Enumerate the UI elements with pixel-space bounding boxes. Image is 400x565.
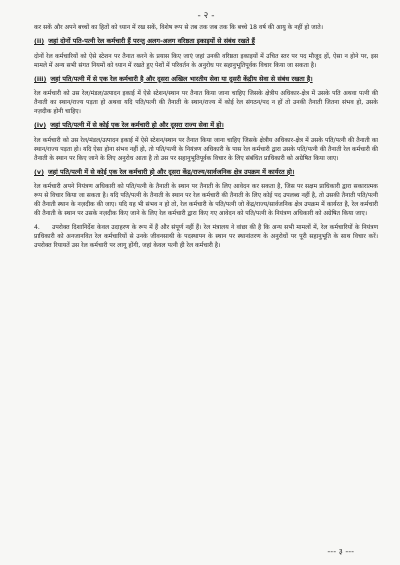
paragraph-4 [34, 223, 378, 250]
section-title: जहां पति/पत्नी में से कोई एक रेल कर्मचारी हो और दूसरा राज्य सेवा में हो। [50, 121, 224, 129]
section-title: जहां पति/पत्नी में से कोई एक रेल कर्मचारी हो और दूसरा केंद्र/राज्य/सार्वजनिक क्षेत्र उपक्रम में कार्यरत हो। [48, 167, 295, 176]
paragraph-v: रेल कर्मचारी अपने नियंत्रण अधिकारी को पति/पत्नी के तैनाती के स्थान पर तैनाती के लिए आवेदन कर सकता है, जिस पर सक्षम प्राधिकारी द्वारा सकारात्मक रूप से विचार किया जा सकता है। यदि पति/पत्नी के तैनाती के स्थान पर रेल कर्मचारी की तैनाती के लिए कोई पद उपलब्ध नहीं है, तो उसकी तैनाती पति/पत्नी की तैनाती स्थान के नज़दीक की जाए। यदि यह भी संभव न हो तो, रेल कर्मचारी के पति/पत्नी जो केंद्र/राज्य/सार्वजनिक क्षेत्र उपक्रम में कार्यरत है, रेल कर्मचारी की तैनाती के स्थान पर उसके नज़दीक किए जाने के लिए रेल कर्मचारी द्वारा किए गए आवेदन को पति/पत्नी के नियंत्रण अधिकारी को अग्रेषित किया जाए। [34, 183, 378, 217]
section-title: जहां पति/पत्नी में से एक रेल कर्मचारी है और दूसरा अखिल भारतीय सेवा या दूसरी केंद्रीय सेवा से संबंध रखता है। [50, 74, 313, 83]
section-heading-ii [34, 37, 378, 47]
paragraph-number: 4. [34, 224, 40, 231]
section-number: (v) [34, 167, 45, 176]
paragraph-iv: रेल कर्मचारी को उस रेल/मंडल/उत्पादन इकाई में ऐसे स्टेशन/स्थान पर तैनात किया जाना चाहिए जिसके क्षेत्रीय अधिकार-क्षेत्र में उसके पति/पत्नी की तैनाती का स्थान/राज्य पड़ता हो। यदि ऐसा होना संभव नहीं हो, तो पति/पत्नी के नियंत्रण अधिकारी के पास रेल कर्मचारी द्वारा उसके पति/पत्नी की तैनाती रेल कर्मचारी की तैनाती के स्थान पर किए जाने के लिए अनुरोध आता है तो उस पर सहानुभूतिपूर्वक विचार के लिए संबंधित प्राधिकारी को अग्रेषित किया जाए। [34, 136, 378, 162]
paragraph-iii: रेल कर्मचारी को उस रेल/मंडल/उत्पादन इकाई में ऐसे स्टेशन/स्थान पर तैनात किया जाना चाहिए जिसके क्षेत्रीय अधिकार-क्षेत्र में उसके पति अथवा पत्नी की तैनाती का स्थान/राज्य पड़ता हो अथवा यदि पति/पत्नी की तैनाती के स्थान/राज्य में कोई रेल संगठन/पद न हों तो उनकी तैनाती जितना संभव हो, उसके नज़दीक होनी चाहिए। [34, 90, 378, 115]
paragraph-continuation: कर सकें और अपने बच्चों का हितों को ध्यान में रख सकें, विशेष रूप से तब तक जब तक कि बच्चे 18 वर्ष की आयु के नहीं हो जाते। [34, 24, 324, 31]
section-number: (iii) [34, 74, 47, 83]
section-title: जहां दोनों पति-पत्नी रेल कर्मचारी हैं परन्तु अलग-अलग वरिष्ठता इकाइयों से संबंध रखते हैं [48, 37, 255, 45]
section-number: (iv) [34, 121, 47, 129]
paragraph-4-text: उपरोक्त दिशानिर्देश केवल उदाहरण के रूप में हैं और संपूर्ण नहीं हैं। रेल मंत्रालय ने वांछा की है कि अन्य सभी मामलों में, रेल कर्मचारियों के नियंत्रण प्राधिकारी को अनजानवित रेल कर्मचारियों से उनके जीवनसाथी के पदस्थापन के स्थान पर स्थानांतरण के अनुरोधों पर पूरी सहानुभूति के साथ विचार करें। उपरोक्त रियायतें उस रेल कर्मचारी पर लागू होंगी, जहां केवल पत्नी ही रेल कर्मचारी है। [34, 224, 378, 249]
section-heading-iv [34, 121, 378, 131]
paragraph-ii: दोनों रेल कर्मचारियों को ऐसे स्टेशन पर तैनात करने के प्रयास किए जाएं जहां उनकी वरिष्ठता इकाइयों में उचित स्तर पर पद मौजूद हों, ऐसा न होने पर, इस मामले में अन्य सभी संगत नियमों को ध्यान में रखते हुए पेशों में परिवर्तन के अनुरोध पर सहानुभूतिपूर्वक विचार किया जा सकता है। [34, 52, 378, 69]
next-page-marker: --- ३ --- [327, 547, 354, 556]
page-number: - २ - [197, 11, 215, 21]
section-number: (ii) [34, 37, 45, 45]
section-heading-iii [34, 75, 378, 85]
section-heading-v [34, 168, 378, 178]
